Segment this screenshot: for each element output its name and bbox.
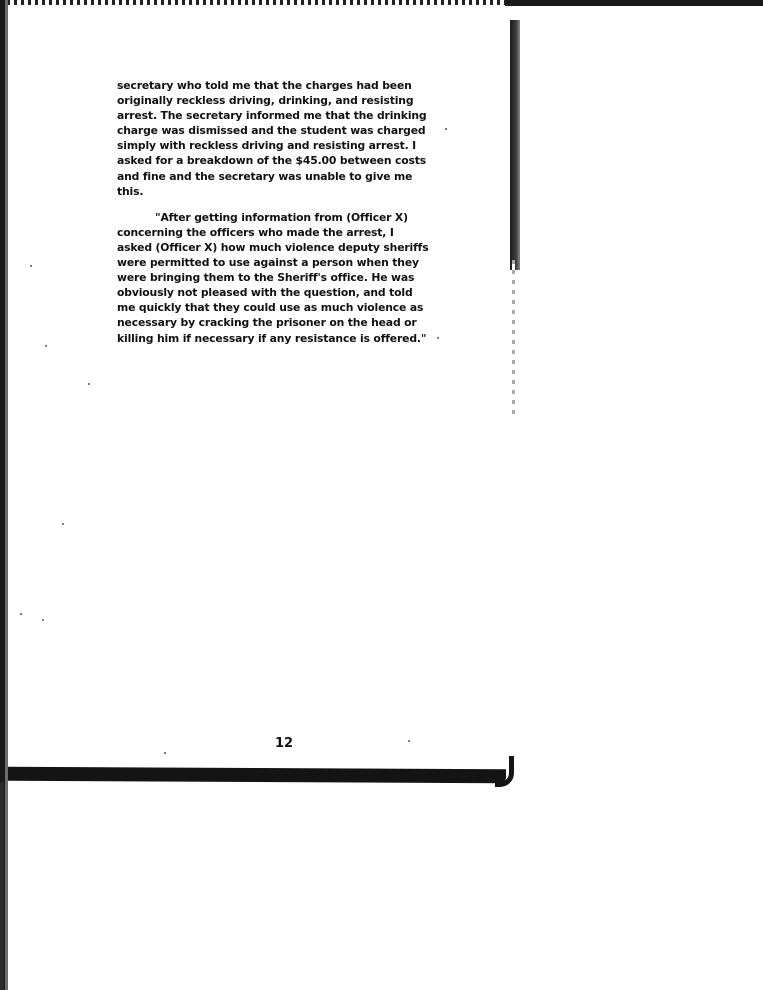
scan-speck: [62, 523, 64, 525]
page-spine-fade: [512, 260, 515, 420]
document-body: [117, 78, 432, 346]
scan-top-edge-shadow: [505, 0, 763, 6]
scan-speck: [408, 740, 410, 742]
page-bottom-shadow: [8, 767, 506, 784]
scan-speck: [42, 619, 44, 621]
page-number: 12: [275, 736, 294, 751]
scan-lower-left-edge: [0, 782, 4, 990]
scan-speck: [30, 265, 32, 267]
scan-speck: [45, 345, 47, 347]
paragraph-2: "After getting information from (Officer X) concerning the officers who made the arrest, I asked (Officer X) how much violence deputy sheriffs were permitted to use against a person when they were bringing them to the Sheriff's office. He was obviously not pleased with the question, and told me quickly that they could use as much violence as necessary by cracking the prisoner on the head or killing him if necessary if any resistance is offered.": [117, 210, 429, 345]
scan-speck: [20, 613, 22, 615]
page-corner-curl: [495, 756, 514, 787]
scan-speck: [437, 337, 439, 339]
scan-speck: [164, 752, 166, 754]
paragraph-1: secretary who told me that the charges had been originally reckless driving, drinking, and resisting arrest. The secretary informed me that the drinking charge was dismissed and the student was charged simply with reckless driving and resisting arrest. I asked for a breakdown of the $45.00 between costs and fine and the secretary was unable to give me this.: [117, 79, 427, 198]
scan-speck: [88, 383, 90, 385]
scan-speck: [445, 128, 447, 130]
page-spine-shadow: [510, 20, 520, 270]
